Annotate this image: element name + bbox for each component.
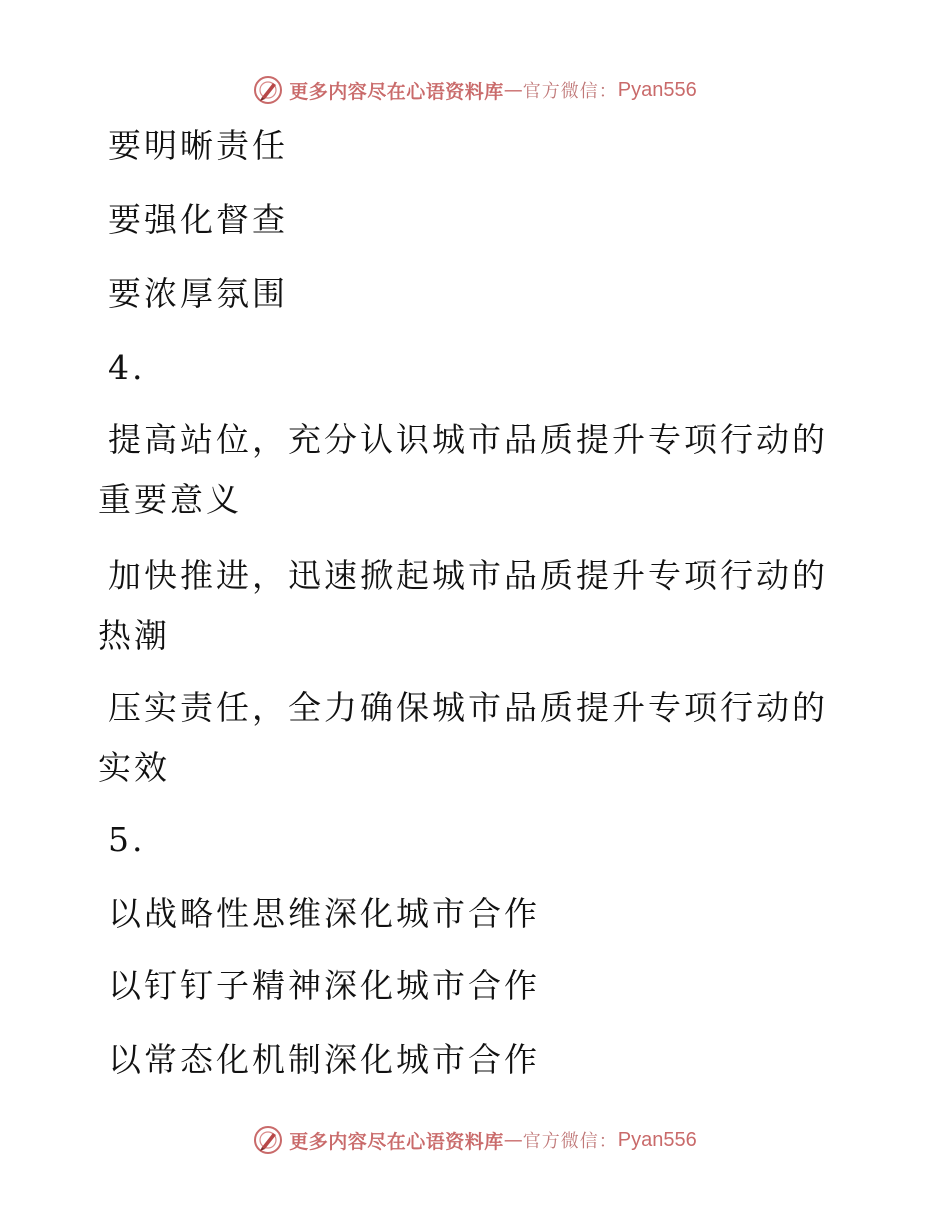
header-official-label: 官方微信： (522, 81, 618, 102)
line-nail-spirit: 以钉钉子精神深化城市合作 (108, 966, 540, 1005)
pen-logo-icon (253, 1125, 283, 1155)
section-number-5: 5. (108, 820, 146, 859)
line-normalized-mechanism: 以常态化机制深化城市合作 (108, 1040, 540, 1079)
line-clarify-responsibility: 要明晰责任 (108, 126, 288, 165)
section-number-4: 4. (108, 348, 146, 387)
line-atmosphere: 要浓厚氛围 (108, 274, 288, 313)
line-strengthen-supervision: 要强化督查 (108, 200, 288, 239)
line-strategic-thinking: 以战略性思维深化城市合作 (108, 894, 540, 933)
paragraph-responsibility: 压实责任，全力确保城市品质提升专项行动的实效 (98, 688, 828, 787)
footer-banner (0, 1120, 950, 1160)
header-brand-text: 更多内容尽在心语资料库 (289, 80, 504, 103)
footer-brand-text: 更多内容尽在心语资料库 (289, 1130, 504, 1153)
paragraph-accelerate: 加快推进，迅速掀起城市品质提升专项行动的热潮 (98, 556, 828, 655)
footer-wechat-id: Pyan556 (617, 1128, 697, 1151)
footer-official-label: 官方微信： (522, 1131, 618, 1152)
paragraph-raise-standpoint: 提高站位，充分认识城市品质提升专项行动的重要意义 (98, 420, 828, 519)
header-dash: — (503, 79, 523, 101)
header-wechat-id: Pyan556 (617, 78, 697, 101)
footer-dash: — (503, 1129, 523, 1151)
